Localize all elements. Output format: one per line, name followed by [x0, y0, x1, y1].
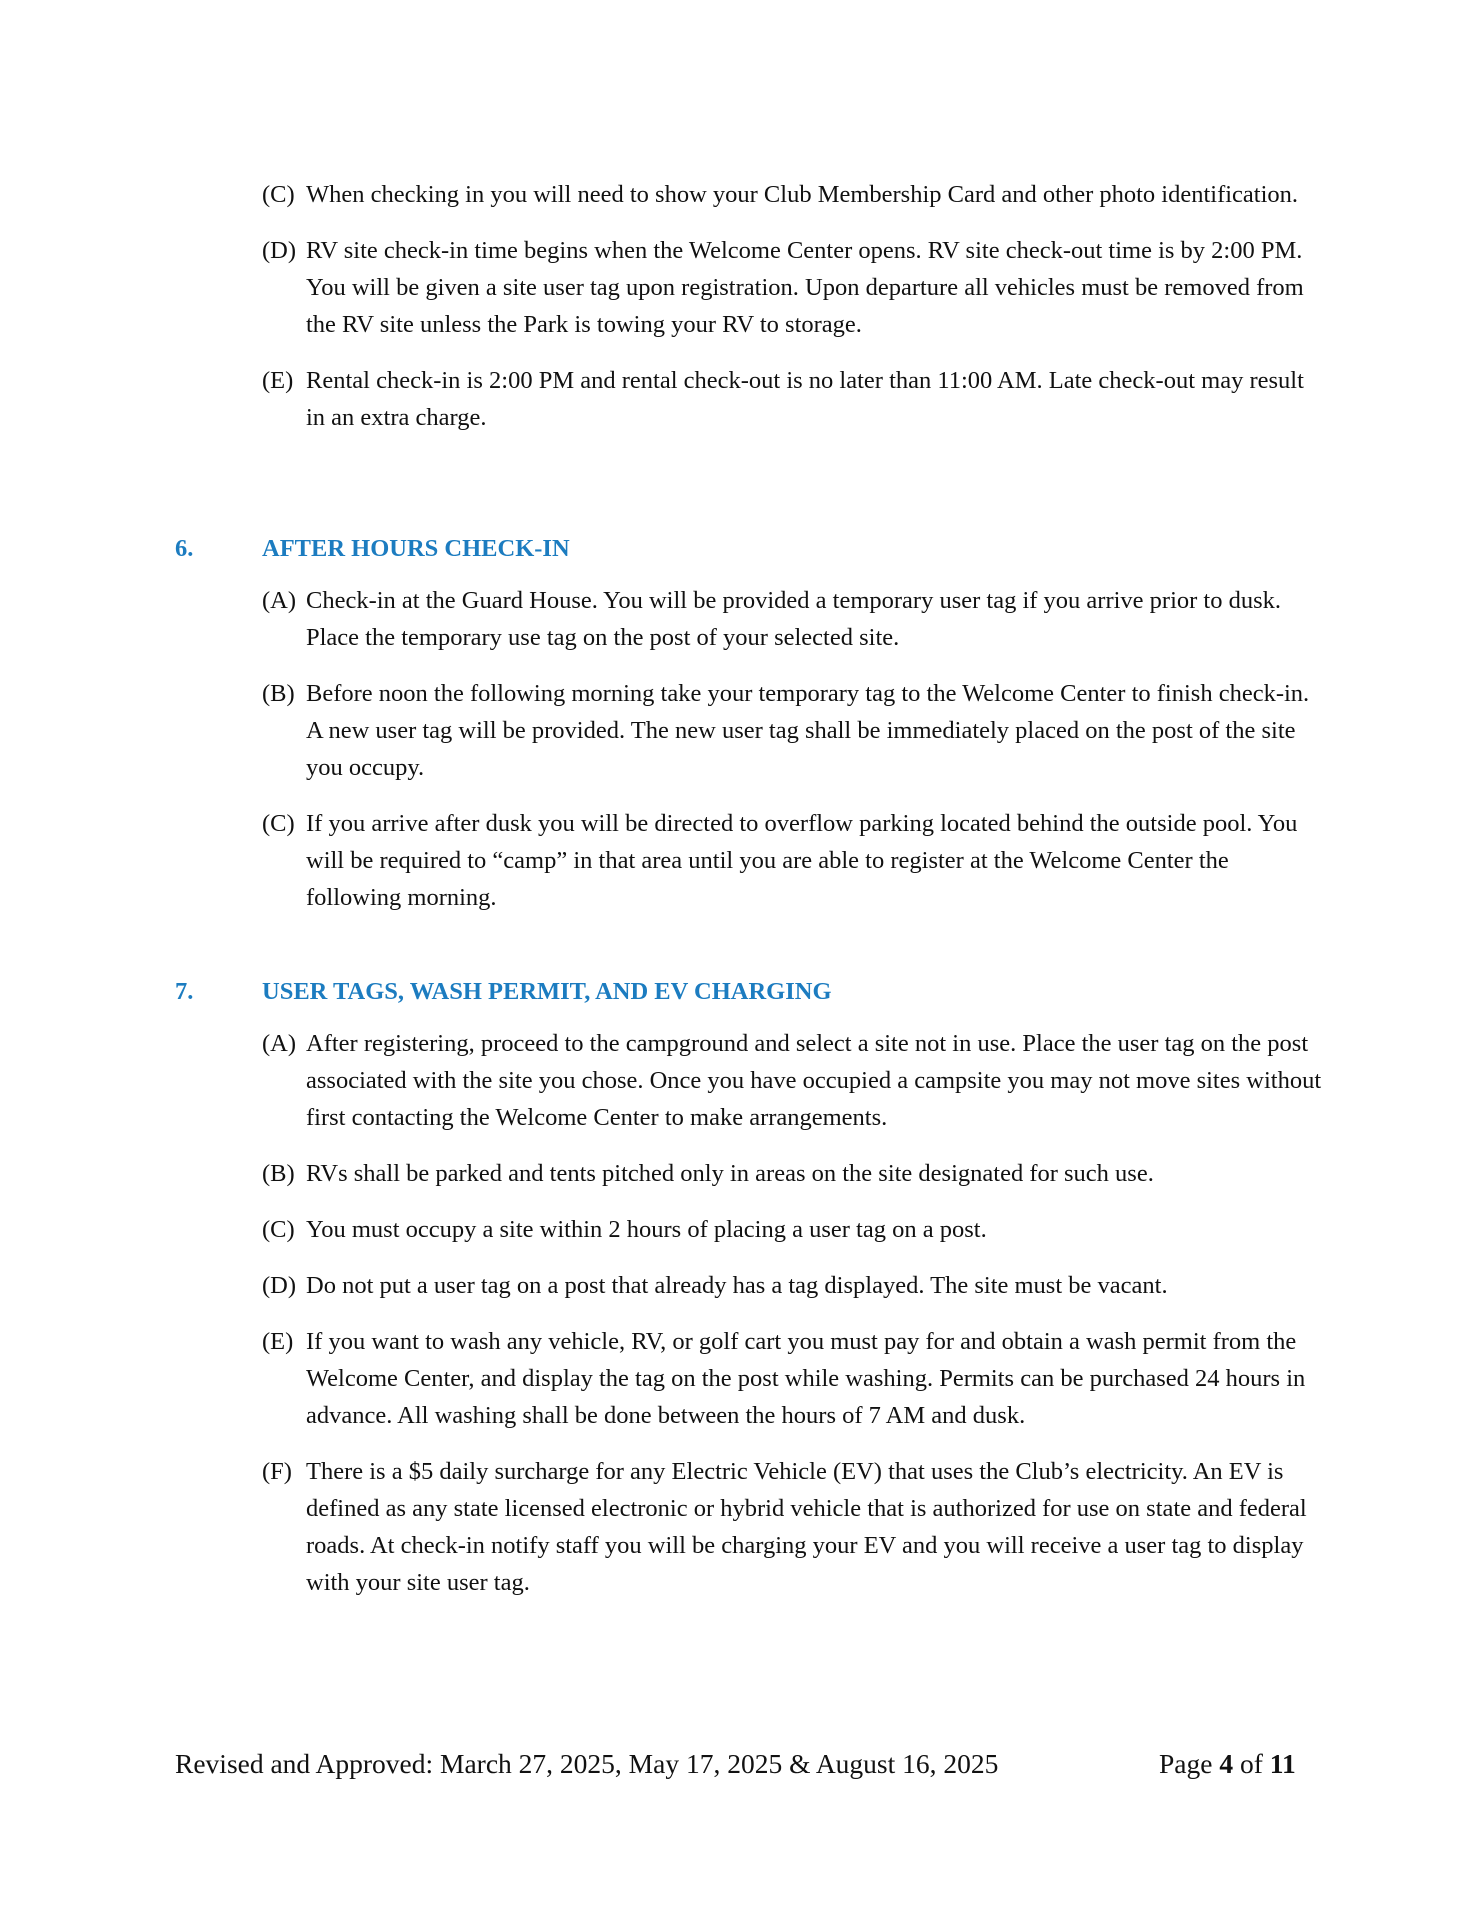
list-item — [262, 1025, 1322, 1136]
item-text: If you want to wash any vehicle, RV, or golf cart you must pay for and obtain a wash permit from the Welcome Center, and display the tag on the post while washing. Permits can be purchased 24 hours in advance. All washing shall be done between the hours of 7 AM and dusk. — [306, 1328, 1306, 1429]
item-letter: (B) — [262, 1160, 295, 1187]
list-item — [262, 1267, 1322, 1304]
item-letter: (E) — [262, 367, 294, 394]
item-text: When checking in you will need to show your Club Membership Card and other photo identification. — [306, 181, 1299, 208]
item-letter: (F) — [262, 1458, 292, 1485]
item-letter: (D) — [262, 237, 297, 264]
item-text: Before noon the following morning take your temporary tag to the Welcome Center to finish check-in. A new user tag will be provided. The new user tag shall be immediately placed on the post of the site you occupy. — [306, 680, 1310, 781]
list-item — [262, 232, 1322, 343]
item-text: RVs shall be parked and tents pitched only in areas on the site designated for such use. — [306, 1160, 1154, 1187]
section-7-items — [262, 1025, 1322, 1601]
item-letter: (D) — [262, 1272, 297, 1299]
section-6-heading — [175, 534, 570, 564]
item-letter: (A) — [262, 587, 297, 614]
item-letter: (C) — [262, 810, 295, 837]
footer-page-number — [1159, 1747, 1296, 1781]
item-letter: (E) — [262, 1328, 294, 1355]
item-text: You must occupy a site within 2 hours of placing a user tag on a post. — [306, 1216, 987, 1243]
footer-revision-note: Revised and Approved: March 27, 2025, May 17, 2025 & August 16, 2025 — [175, 1748, 999, 1779]
section-6-items — [262, 582, 1322, 916]
page-total: 11 — [1269, 1748, 1296, 1779]
section-7-heading — [175, 977, 832, 1007]
list-item — [262, 582, 1322, 656]
list-item — [262, 675, 1322, 786]
section-number: 7. — [175, 978, 194, 1005]
page-of: of — [1239, 1748, 1263, 1779]
list-item — [262, 1211, 1322, 1248]
list-item — [262, 1155, 1322, 1192]
list-item — [262, 1453, 1322, 1601]
section-5-items — [262, 176, 1322, 436]
item-text: RV site check-in time begins when the Welcome Center opens. RV site check-out time is by 2:00 PM. You will be given a site user tag upon registration. Upon departure all vehicles must be removed from the RV site unless the Park is towing your RV to storage. — [306, 237, 1304, 338]
page-word: Page — [1159, 1748, 1213, 1779]
list-item — [262, 1323, 1322, 1434]
item-text: Do not put a user tag on a post that already has a tag displayed. The site must be vacant. — [306, 1272, 1168, 1299]
item-letter: (C) — [262, 181, 295, 208]
item-letter: (B) — [262, 680, 295, 707]
item-text: There is a $5 daily surcharge for any Electric Vehicle (EV) that uses the Club’s electricity. An EV is defined as any state licensed electronic or hybrid vehicle that is authorized for use on state and federal roads. At check-in notify staff you will be charging your EV and you will receive a user tag to display with your site user tag. — [306, 1458, 1307, 1596]
section-title: USER TAGS, WASH PERMIT, AND EV CHARGING — [262, 978, 832, 1005]
list-item — [262, 362, 1322, 436]
list-item — [262, 176, 1322, 213]
item-text: If you arrive after dusk you will be directed to overflow parking located behind the outside pool. You will be required to “camp” in that area until you are able to register at the Welcome Center the following morning. — [306, 810, 1298, 911]
item-letter: (C) — [262, 1216, 295, 1243]
item-text: After registering, proceed to the campground and select a site not in use. Place the user tag on the post associated with the site you chose. Once you have occupied a campsite you may not move sites without first contacting the Welcome Center to make arrangements. — [306, 1030, 1322, 1131]
item-letter: (A) — [262, 1030, 297, 1057]
section-number: 6. — [175, 535, 194, 562]
item-text: Check-in at the Guard House. You will be provided a temporary user tag if you arrive prior to dusk. Place the temporary use tag on the post of your selected site. — [306, 587, 1282, 651]
item-text: Rental check-in is 2:00 PM and rental check-out is no later than 11:00 AM. Late check-out may result in an extra charge. — [306, 367, 1304, 431]
list-item — [262, 805, 1322, 916]
page-current: 4 — [1219, 1748, 1234, 1779]
section-title: AFTER HOURS CHECK-IN — [262, 535, 570, 562]
